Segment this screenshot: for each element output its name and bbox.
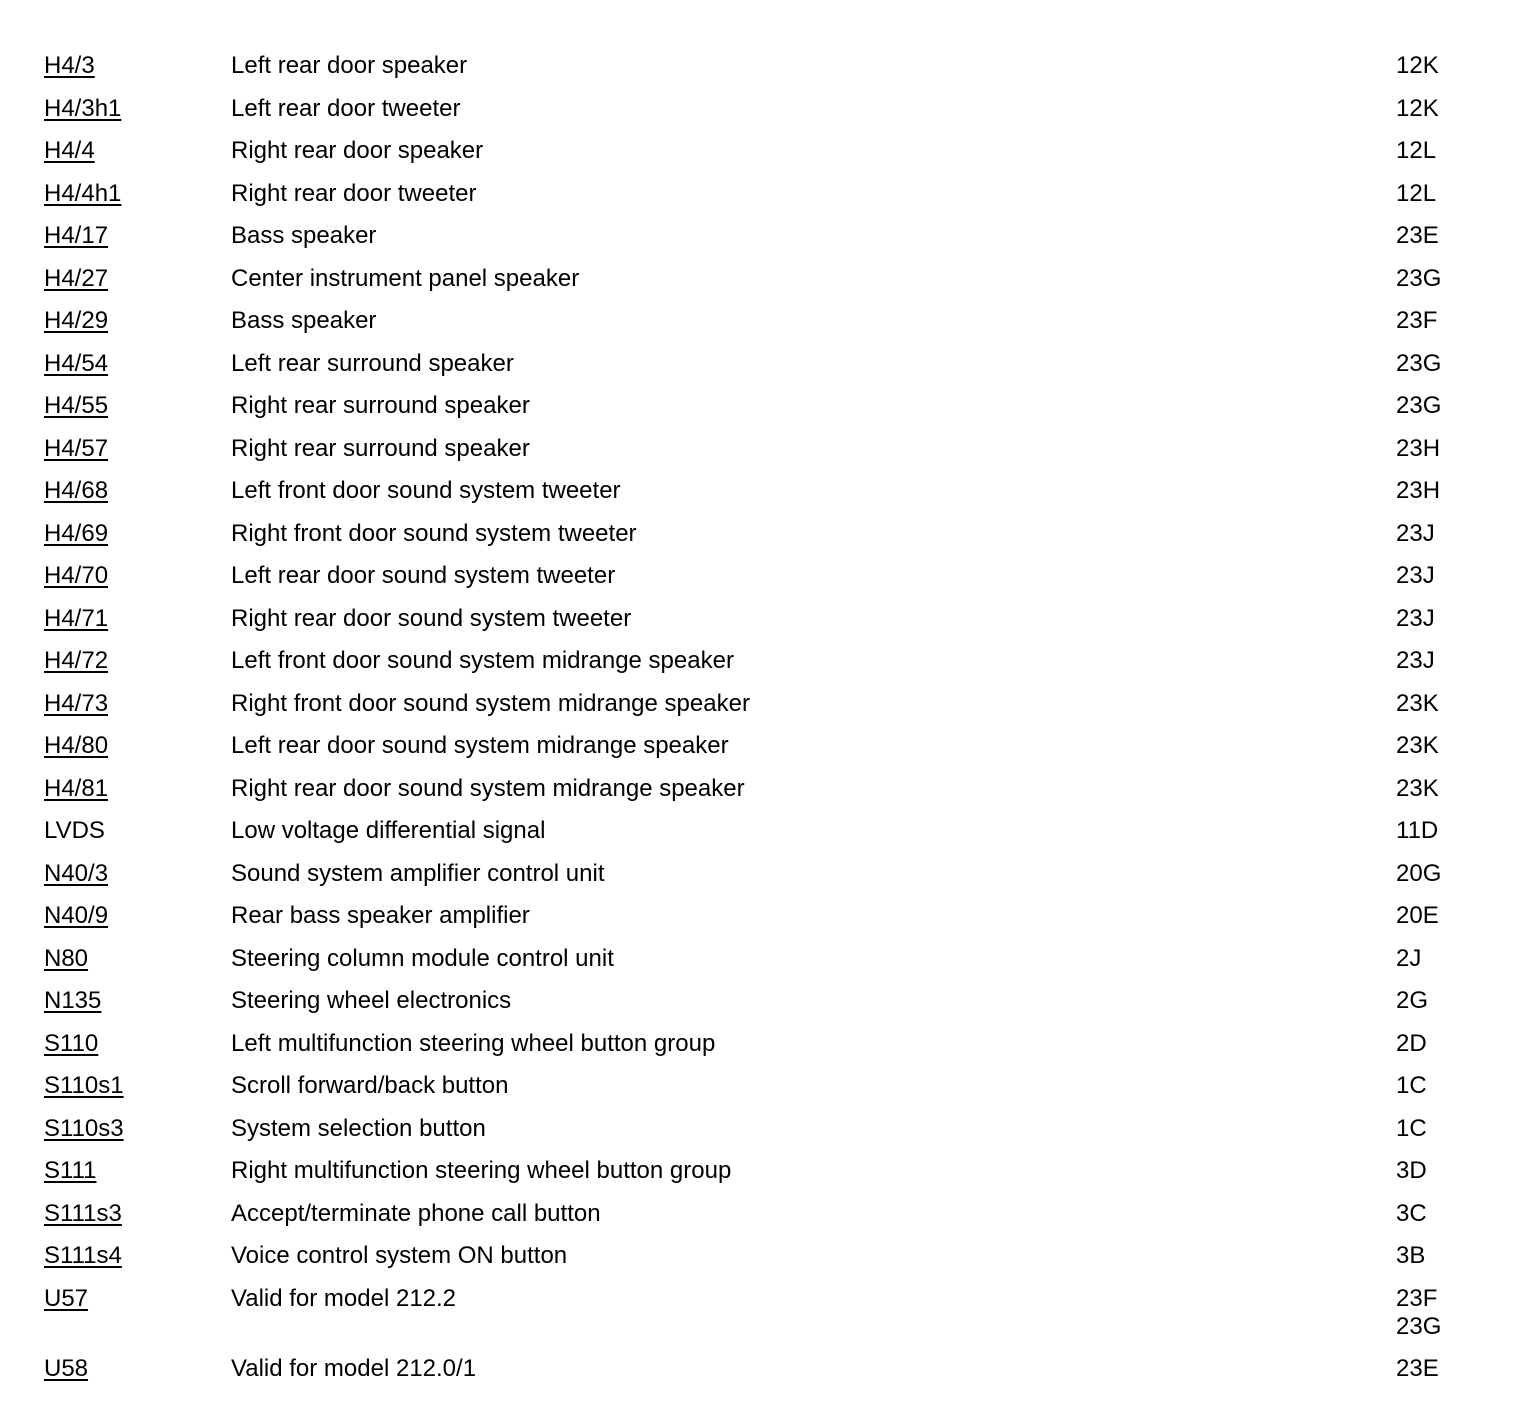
component-code-link[interactable]: N135 xyxy=(44,987,102,1014)
grid-location: 12L xyxy=(1396,137,1437,164)
grid-location-cell xyxy=(1396,520,1435,548)
component-description: Bass speaker xyxy=(231,307,377,334)
grid-location-cell xyxy=(1396,1355,1439,1383)
component-code-link[interactable]: H4/3h1 xyxy=(44,94,122,122)
component-description: Right rear surround speaker xyxy=(231,392,530,419)
grid-location: 23J xyxy=(1396,519,1435,547)
grid-location: 20G xyxy=(1396,859,1442,887)
grid-location-cell xyxy=(1396,477,1440,505)
component-description: Right rear door sound system midrange speaker xyxy=(231,774,745,802)
component-description: Steering wheel electronics xyxy=(231,987,512,1014)
component-code-link[interactable]: S111s4 xyxy=(44,1242,122,1269)
component-code-link[interactable]: H4/68 xyxy=(44,477,109,504)
grid-location: 23E xyxy=(1396,222,1439,249)
component-code-link[interactable]: S111 xyxy=(44,1157,97,1184)
component-description: Scroll forward/back button xyxy=(231,1072,509,1099)
component-description: Sound system amplifier control unit xyxy=(231,859,605,887)
grid-location-cell xyxy=(1396,435,1440,463)
grid-location: 23G xyxy=(1396,1312,1442,1340)
grid-location: 23E xyxy=(1396,1355,1439,1382)
component-code-link[interactable]: S110s3 xyxy=(44,1114,124,1142)
grid-location-cell xyxy=(1396,1200,1427,1228)
component-code: LVDS xyxy=(44,817,105,844)
grid-location: 23G xyxy=(1396,392,1442,419)
grid-location-cell xyxy=(1396,562,1435,590)
component-description: Rear bass speaker amplifier xyxy=(231,902,530,929)
grid-location-cell xyxy=(1396,1157,1427,1185)
component-code-link[interactable]: H4/72 xyxy=(44,647,109,674)
grid-location: 23K xyxy=(1396,689,1439,717)
grid-location-cell xyxy=(1396,1030,1427,1058)
grid-location: 23H xyxy=(1396,477,1441,504)
grid-location-cell xyxy=(1396,860,1441,888)
component-code-link[interactable]: S110 xyxy=(44,1029,99,1057)
grid-location-cell xyxy=(1396,1115,1427,1143)
grid-location-cell xyxy=(1396,180,1436,208)
grid-location: 12K xyxy=(1396,52,1439,79)
component-description: Left front door sound system tweeter xyxy=(231,477,621,504)
component-description: Left rear door sound system tweeter xyxy=(231,562,616,589)
component-description: Left rear door speaker xyxy=(231,52,468,79)
grid-location: 1C xyxy=(1396,1072,1427,1099)
component-code-link[interactable]: H4/71 xyxy=(44,604,109,632)
component-description: Low voltage differential signal xyxy=(231,817,546,844)
grid-location-cell xyxy=(1396,307,1437,335)
component-description: Valid for model 212.2 xyxy=(231,1284,457,1312)
grid-location: 3C xyxy=(1396,1199,1427,1227)
component-description: Right rear door sound system tweeter xyxy=(231,604,632,632)
grid-location: 12K xyxy=(1396,94,1439,122)
component-code-link[interactable]: H4/73 xyxy=(44,689,109,717)
component-description: Left rear surround speaker xyxy=(231,349,514,377)
grid-location: 2G xyxy=(1396,987,1429,1014)
grid-location-cell xyxy=(1396,817,1438,845)
grid-location-cell xyxy=(1396,137,1436,165)
component-code-link[interactable]: N80 xyxy=(44,944,89,972)
grid-location: 23J xyxy=(1396,562,1435,589)
grid-location: 23J xyxy=(1396,604,1435,632)
component-code-link[interactable]: H4/17 xyxy=(44,222,109,249)
component-description: Center instrument panel speaker xyxy=(231,264,580,292)
component-code-link[interactable]: H4/55 xyxy=(44,392,109,419)
grid-location: 2J xyxy=(1396,944,1422,972)
grid-location-cell xyxy=(1396,95,1439,123)
grid-location-cell xyxy=(1396,1072,1427,1100)
component-code-link[interactable]: U57 xyxy=(44,1284,89,1312)
component-code-link[interactable]: H4/80 xyxy=(44,732,109,759)
grid-location-cell xyxy=(1396,392,1441,420)
component-code-link[interactable]: H4/69 xyxy=(44,519,109,547)
component-code-link[interactable]: H4/54 xyxy=(44,349,109,377)
component-description: System selection button xyxy=(231,1114,486,1142)
grid-location: 3D xyxy=(1396,1157,1427,1184)
grid-location: 2D xyxy=(1396,1029,1427,1057)
component-description: Right front door sound system midrange speaker xyxy=(231,689,750,717)
component-description: Accept/terminate phone call button xyxy=(231,1199,601,1227)
component-description: Right multifunction steering wheel button group xyxy=(231,1157,732,1184)
grid-location: 23G xyxy=(1396,349,1442,377)
grid-location-cell xyxy=(1396,1242,1425,1270)
component-description: Left multifunction steering wheel button group xyxy=(231,1029,716,1057)
grid-location-cell xyxy=(1396,945,1421,973)
component-code-link[interactable]: H4/27 xyxy=(44,264,109,292)
component-code-link[interactable]: N40/3 xyxy=(44,859,109,887)
grid-location-cell xyxy=(1396,222,1439,250)
component-description: Voice control system ON button xyxy=(231,1242,568,1269)
grid-location-cell xyxy=(1396,265,1441,293)
grid-location: 23H xyxy=(1396,434,1441,462)
grid-location-cell xyxy=(1396,350,1441,378)
grid-location-cell xyxy=(1396,690,1439,718)
component-code-link[interactable]: H4/81 xyxy=(44,774,109,802)
component-code-link[interactable]: S110s1 xyxy=(44,1072,124,1099)
grid-location-cell xyxy=(1396,732,1439,760)
component-description: Left front door sound system midrange speaker xyxy=(231,647,734,674)
grid-location: 23F xyxy=(1396,1284,1438,1312)
grid-location: 23F xyxy=(1396,307,1438,334)
component-code-link[interactable]: S111s3 xyxy=(44,1199,122,1227)
component-code-link[interactable]: U58 xyxy=(44,1355,89,1382)
component-code-link[interactable]: H4/3 xyxy=(44,52,95,79)
grid-location: 23G xyxy=(1396,264,1442,292)
component-description: Bass speaker xyxy=(231,222,377,249)
grid-location-cell xyxy=(1396,987,1428,1015)
component-code-link[interactable]: N40/9 xyxy=(44,902,109,929)
grid-location-cell xyxy=(1396,1285,1441,1341)
component-code-link[interactable]: H4/4 xyxy=(44,137,95,164)
component-description: Left rear door tweeter xyxy=(231,94,461,122)
grid-location: 12L xyxy=(1396,179,1437,207)
grid-location: 1C xyxy=(1396,1114,1427,1142)
grid-location: 23J xyxy=(1396,647,1435,674)
grid-location-cell xyxy=(1396,52,1439,80)
component-code-link[interactable]: H4/57 xyxy=(44,434,109,462)
component-description: Right rear door tweeter xyxy=(231,179,477,207)
component-code-link[interactable]: H4/4h1 xyxy=(44,179,122,207)
grid-location: 11D xyxy=(1396,817,1439,844)
component-description: Steering column module control unit xyxy=(231,944,614,972)
grid-location: 23K xyxy=(1396,774,1439,802)
grid-location-cell xyxy=(1396,605,1435,633)
grid-location: 3B xyxy=(1396,1242,1426,1269)
grid-location: 23K xyxy=(1396,732,1439,759)
component-code-link[interactable]: H4/29 xyxy=(44,307,109,334)
grid-location-cell xyxy=(1396,775,1439,803)
component-description: Valid for model 212.0/1 xyxy=(231,1355,477,1382)
grid-location-cell xyxy=(1396,647,1435,675)
component-description: Right rear surround speaker xyxy=(231,434,530,462)
grid-location-cell xyxy=(1396,902,1439,930)
component-description: Right rear door speaker xyxy=(231,137,484,164)
grid-location: 20E xyxy=(1396,902,1439,929)
component-code-link[interactable]: H4/70 xyxy=(44,562,109,589)
component-description: Right front door sound system tweeter xyxy=(231,519,637,547)
component-description: Left rear door sound system midrange speaker xyxy=(231,732,729,759)
